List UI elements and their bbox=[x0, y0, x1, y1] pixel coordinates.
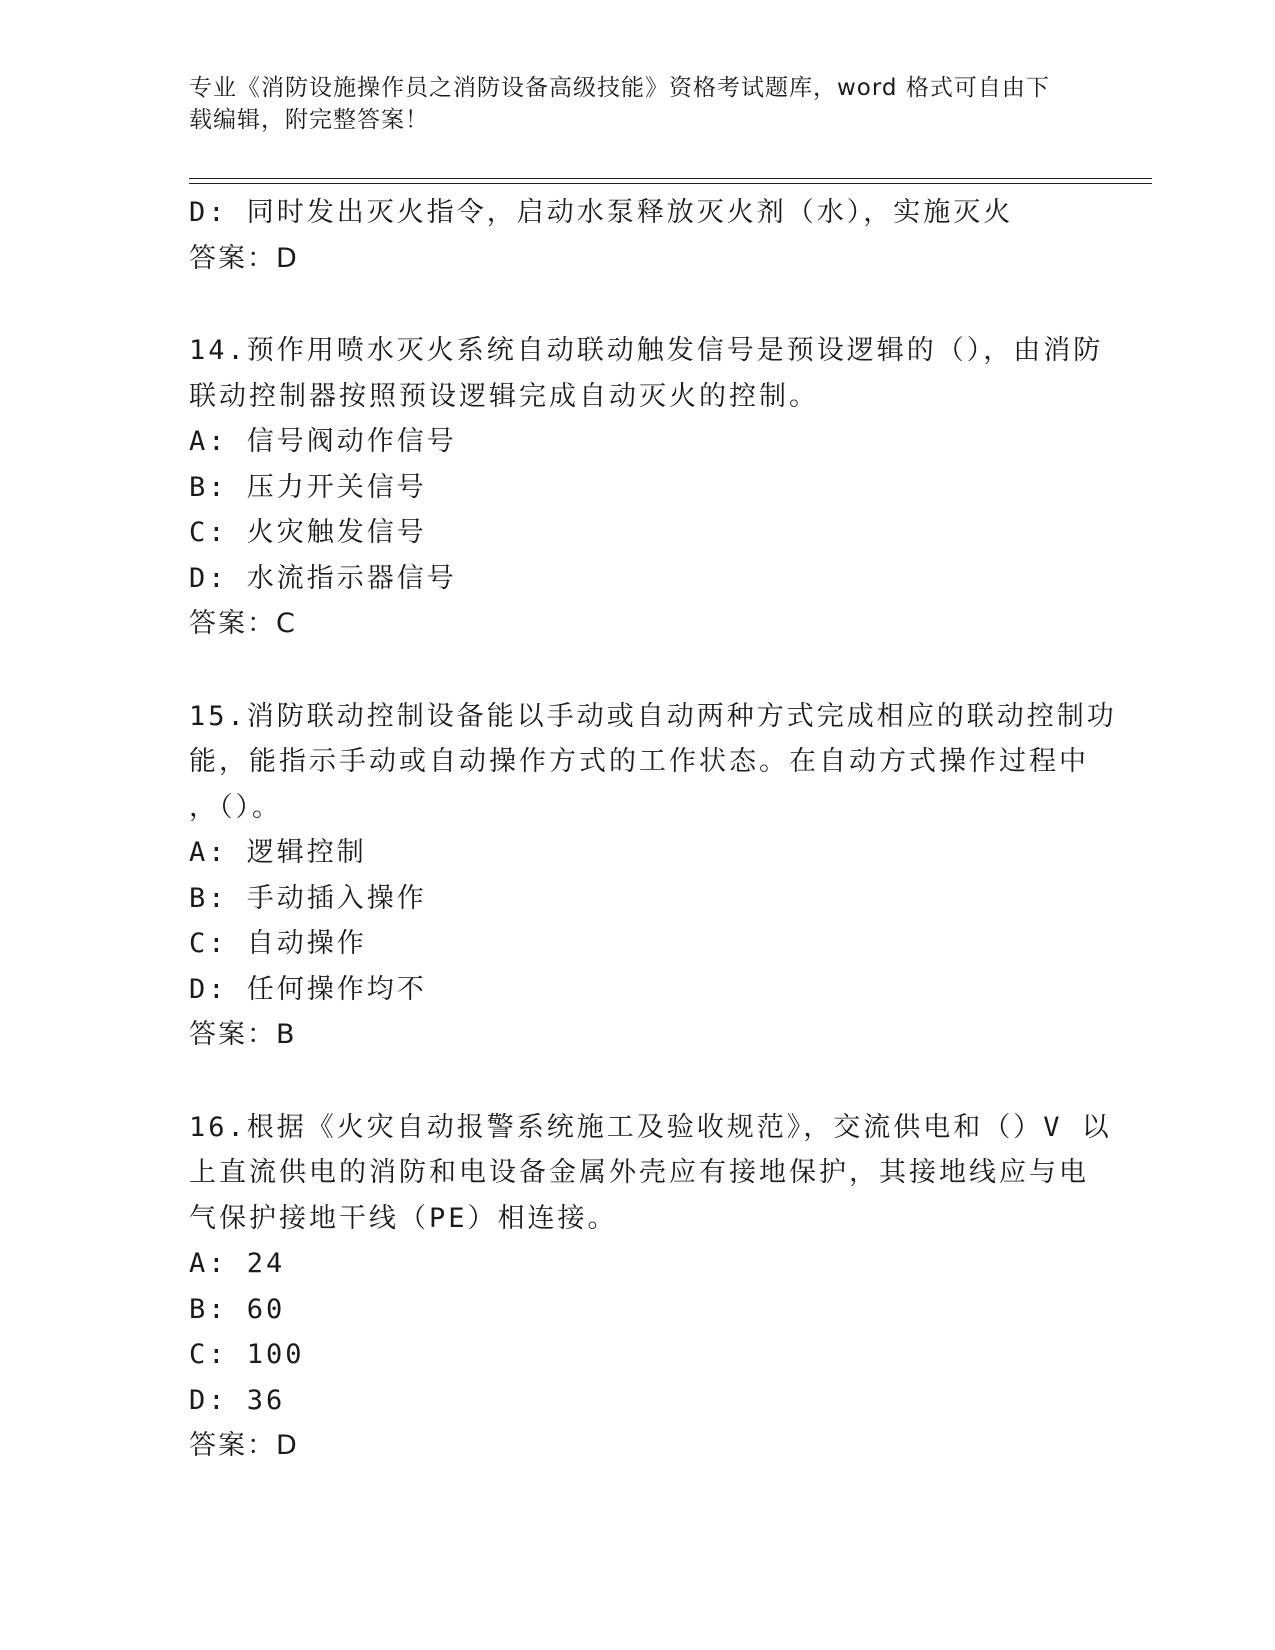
option-b: B: 压力开关信号 bbox=[189, 471, 427, 503]
document-header bbox=[189, 72, 1079, 136]
question-stem-line: 14.预作用喷水灭火系统自动联动触发信号是预设逻辑的（），由消防 bbox=[189, 335, 1104, 366]
option-c: C: 火灾触发信号 bbox=[189, 517, 427, 548]
question-stem-line: ，（）。 bbox=[189, 791, 282, 823]
question-stem-line: 16.根据《火灾自动报警系统施工及验收规范》，交流供电和（）V 以 bbox=[189, 1111, 1112, 1143]
option-c: C: 100 bbox=[189, 1339, 305, 1370]
option-b: B: 手动插入操作 bbox=[189, 882, 427, 914]
question-14 bbox=[189, 328, 1104, 647]
question-content bbox=[189, 190, 1117, 1469]
option-c: C: 自动操作 bbox=[189, 928, 367, 959]
carryover-answer: 答案：D bbox=[189, 242, 299, 274]
spacer bbox=[189, 1058, 1069, 1105]
header-line-2: 载编辑，附完整答案！ bbox=[189, 107, 429, 133]
question-stem-line: 15.消防联动控制设备能以手动或自动两种方式完成相应的联动控制功 bbox=[189, 700, 1117, 732]
option-a: A: 24 bbox=[189, 1248, 286, 1279]
header-divider-bottom bbox=[189, 183, 1152, 184]
answer-line: 答案：D bbox=[189, 1430, 299, 1461]
spacer bbox=[189, 647, 1069, 694]
option-d: D: 水流指示器信号 bbox=[189, 562, 457, 594]
question-stem-line: 上直流供电的消防和电设备金属外壳应有接地保护，其接地线应与电 bbox=[189, 1157, 1089, 1188]
option-a: A: 信号阀动作信号 bbox=[189, 426, 457, 457]
header-divider-top bbox=[189, 178, 1152, 179]
question-16 bbox=[189, 1105, 1112, 1469]
spacer bbox=[189, 281, 1069, 328]
carryover-option-d: D: 同时发出灭火指令，启动水泵释放灭火剂（水），实施灭火 bbox=[189, 197, 1014, 228]
question-stem-line: 能，能指示手动或自动操作方式的工作状态。在自动方式操作过程中 bbox=[189, 746, 1089, 777]
header-line-1: 专业《消防设施操作员之消防设备高级技能》资格考试题库，word 格式可自由下 bbox=[189, 75, 1050, 101]
answer-line: 答案：B bbox=[189, 1019, 297, 1050]
question-15 bbox=[189, 694, 1117, 1058]
question-stem-line: 联动控制器按照预设逻辑完成自动灭火的控制。 bbox=[189, 380, 819, 412]
answer-line: 答案：C bbox=[189, 608, 297, 639]
question-stem-line: 气保护接地干线（PE）相连接。 bbox=[189, 1202, 618, 1234]
option-d: D: 任何操作均不 bbox=[189, 973, 427, 1005]
option-b: B: 60 bbox=[189, 1293, 286, 1325]
option-d: D: 36 bbox=[189, 1384, 286, 1416]
option-a: A: 逻辑控制 bbox=[189, 837, 367, 868]
